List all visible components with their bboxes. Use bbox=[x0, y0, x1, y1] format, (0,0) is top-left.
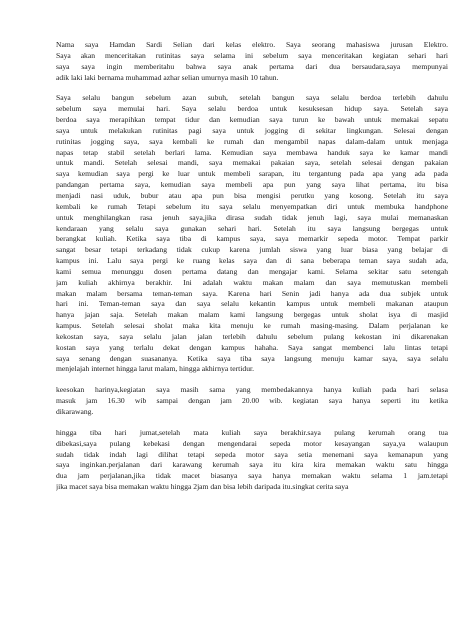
text-line: kekostan saya, saya selalu jalan jalan terlebih dahulu sebelum pulang kekostan ini dikarenakan bbox=[56, 331, 448, 341]
paragraph-2 bbox=[56, 93, 448, 375]
text-line: jika macet saya bisa memakan waktu hingga 2jam dan bisa lebih daripada itu.singkat cerita saya bbox=[56, 482, 349, 492]
text-line: napas tetap stabil setelah berlari lama. Kemudian saya membawa handuk saya ke kamar mandi bbox=[56, 147, 448, 157]
text-line: hari ini. Teman-teman saya dan saya selalu kekantin kampus untuk membeli makanan ataupun bbox=[56, 299, 448, 309]
text-line: Saya selalu bangun sebelum azan subuh, setelah bangun saya selalu berdoa terlebih dahulu bbox=[56, 93, 448, 103]
text-line: saya kemudian saya pergi ke luar untuk membeli sarapan, itu tergantung pada apa yang ada pada bbox=[56, 169, 448, 179]
text-line: sangat besar tetapi terkadang tidak cukup karena jumlah siswa yang luar biasa yang belajar di bbox=[56, 245, 448, 255]
text-line: adik laki laki bernama muhammad azhar selian umurnya masih 10 tahun. bbox=[56, 72, 279, 82]
text-line: pandangan pertama saya, kemudian saya membeli apa pun yang saya lihat pertama, itu bisa bbox=[56, 180, 448, 190]
paragraph-3 bbox=[56, 385, 448, 418]
text-line: masuk jam 16.30 wib sampai dengan jam 20.00 wib. kegiatan saya hanya seperti itu ketika bbox=[56, 396, 448, 406]
text-line: Saya akan menceritakan rutinitas saya selama ini sebelum saya menceritakan kegiatan sehari hari bbox=[56, 50, 448, 60]
text-line: Nama saya Hamdan Sardi Selian dari kelas elektro. Saya seorang mahasiswa jurusan Elektro. bbox=[56, 40, 448, 49]
text-line: kembali ke rumah Tetapi sebelum itu saya selalu menyempatkan diri untuk membuka handphone bbox=[56, 201, 448, 211]
text-line: saya inginkan.perjalanan dari karawang kerumah saya itu kira kira memakan waktu satu hingga bbox=[56, 460, 448, 470]
text-line: sebelum saya memulai hari. Saya selalu berdoa untuk kesuksesan hidup saya. Setelah saya bbox=[56, 104, 448, 114]
text-line: makan malam bersama teman-teman saya. Karena hari Senin jadi hanya ada dua subjek untuk bbox=[56, 288, 448, 298]
text-line: menjadi nasi uduk, bubur atau apa pun bisa mengisi perutku yang kosong. Setelah itu saya bbox=[56, 190, 448, 200]
text-line: untuk menghilangkan rasa jenuh saya,jika dirasa sudah tidak jenuh lagi, saya mulai memanaskan bbox=[56, 212, 448, 222]
text-line: saya saya ingin memberitahu bahwa saya anak pertama dari dua bersaudara,saya mempunyai bbox=[56, 61, 448, 71]
text-line: keesokan harinya,kegiatan saya masih sama yang membedakannya hanya kuliah pada hari selasa bbox=[56, 385, 448, 395]
text-line: menjelajah internet hingga larut malam, hingga akhirnya tertidur. bbox=[56, 364, 255, 374]
paragraph-1 bbox=[56, 40, 448, 83]
text-line: berangkat kuliah. Ketika saya tiba di kampus saya, saya memarkir sepeda motor. Tempat parkir bbox=[56, 234, 448, 244]
text-line: kami semua menunggu dosen pertama datang dan mengajar kami. Selama sekitar satu setengah bbox=[56, 266, 448, 276]
text-line: dua jam perjalanan,jika tidak macet biasanya saya hanya memakan waktu selama 1 jam.tetapi bbox=[56, 471, 448, 481]
text-line: kostan saya yang terlalu dekat dengan kampus hahaha. Saya sangat membenci lalu lintas tetapi bbox=[56, 342, 448, 352]
text-line: kampus ini. Lalu saya pergi ke ruang kelas saya dan di sana beberapa teman saya sudah ada, bbox=[56, 256, 448, 266]
text-line: kendaraan yang selalu saya gunakan sehari hari. Setelah itu saya langsung bergegas untuk bbox=[56, 223, 448, 233]
text-line: jam kuliah akhirnya berakhir. Ini adalah waktu makan malam dan saya memutuskan membeli bbox=[56, 277, 448, 287]
paragraph-4 bbox=[56, 428, 448, 493]
text-line: hanya jajan saja. Setelah makan malam kami langsung bergegas untuk sholat isya di masjid bbox=[56, 310, 448, 320]
text-line: saya untuk melakukan rutinitas pagi saya untuk jogging di sekitar lingkungan. Selesai dengan bbox=[56, 125, 448, 135]
text-line: sudah tidak indah lagi dilihat tetapi sepeda motor saya setia menemani saya kemanapun yang bbox=[56, 449, 448, 459]
text-line: hingga tiba hari jumat,setelah mata kuliah saya berakhir.saya pulang kerumah orang tua bbox=[56, 427, 448, 437]
text-line: berdoa saya merapihkan tempat tidur dan kemudian saya turun ke bawah untuk memakai sepatu bbox=[56, 115, 448, 125]
text-line: dibekasi,saya pulang kebekasi dengan mengendarai sepeda motor kesayangan saya,ya walaupun bbox=[56, 438, 448, 448]
text-line: saya senang dengan suasananya. Ketika saya tiba saya langsung menuju kamar saya, saya selalu bbox=[56, 353, 448, 363]
text-line: rutinitas jogging saya, saya kembali ke rumah dan mengambil napas dalam-dalam untuk menjaga bbox=[56, 136, 448, 146]
text-line: dikarawang. bbox=[56, 407, 94, 416]
text-line: untuk mandi. Setelah selesai mandi, saya memakai pakaian saya, setelah selesai dengan pakaian bbox=[56, 158, 448, 168]
text-line: kampus. Setelah selesai sholat maka kita menuju ke rumah masing-masing. Dalam perjalanan ke bbox=[56, 321, 448, 331]
